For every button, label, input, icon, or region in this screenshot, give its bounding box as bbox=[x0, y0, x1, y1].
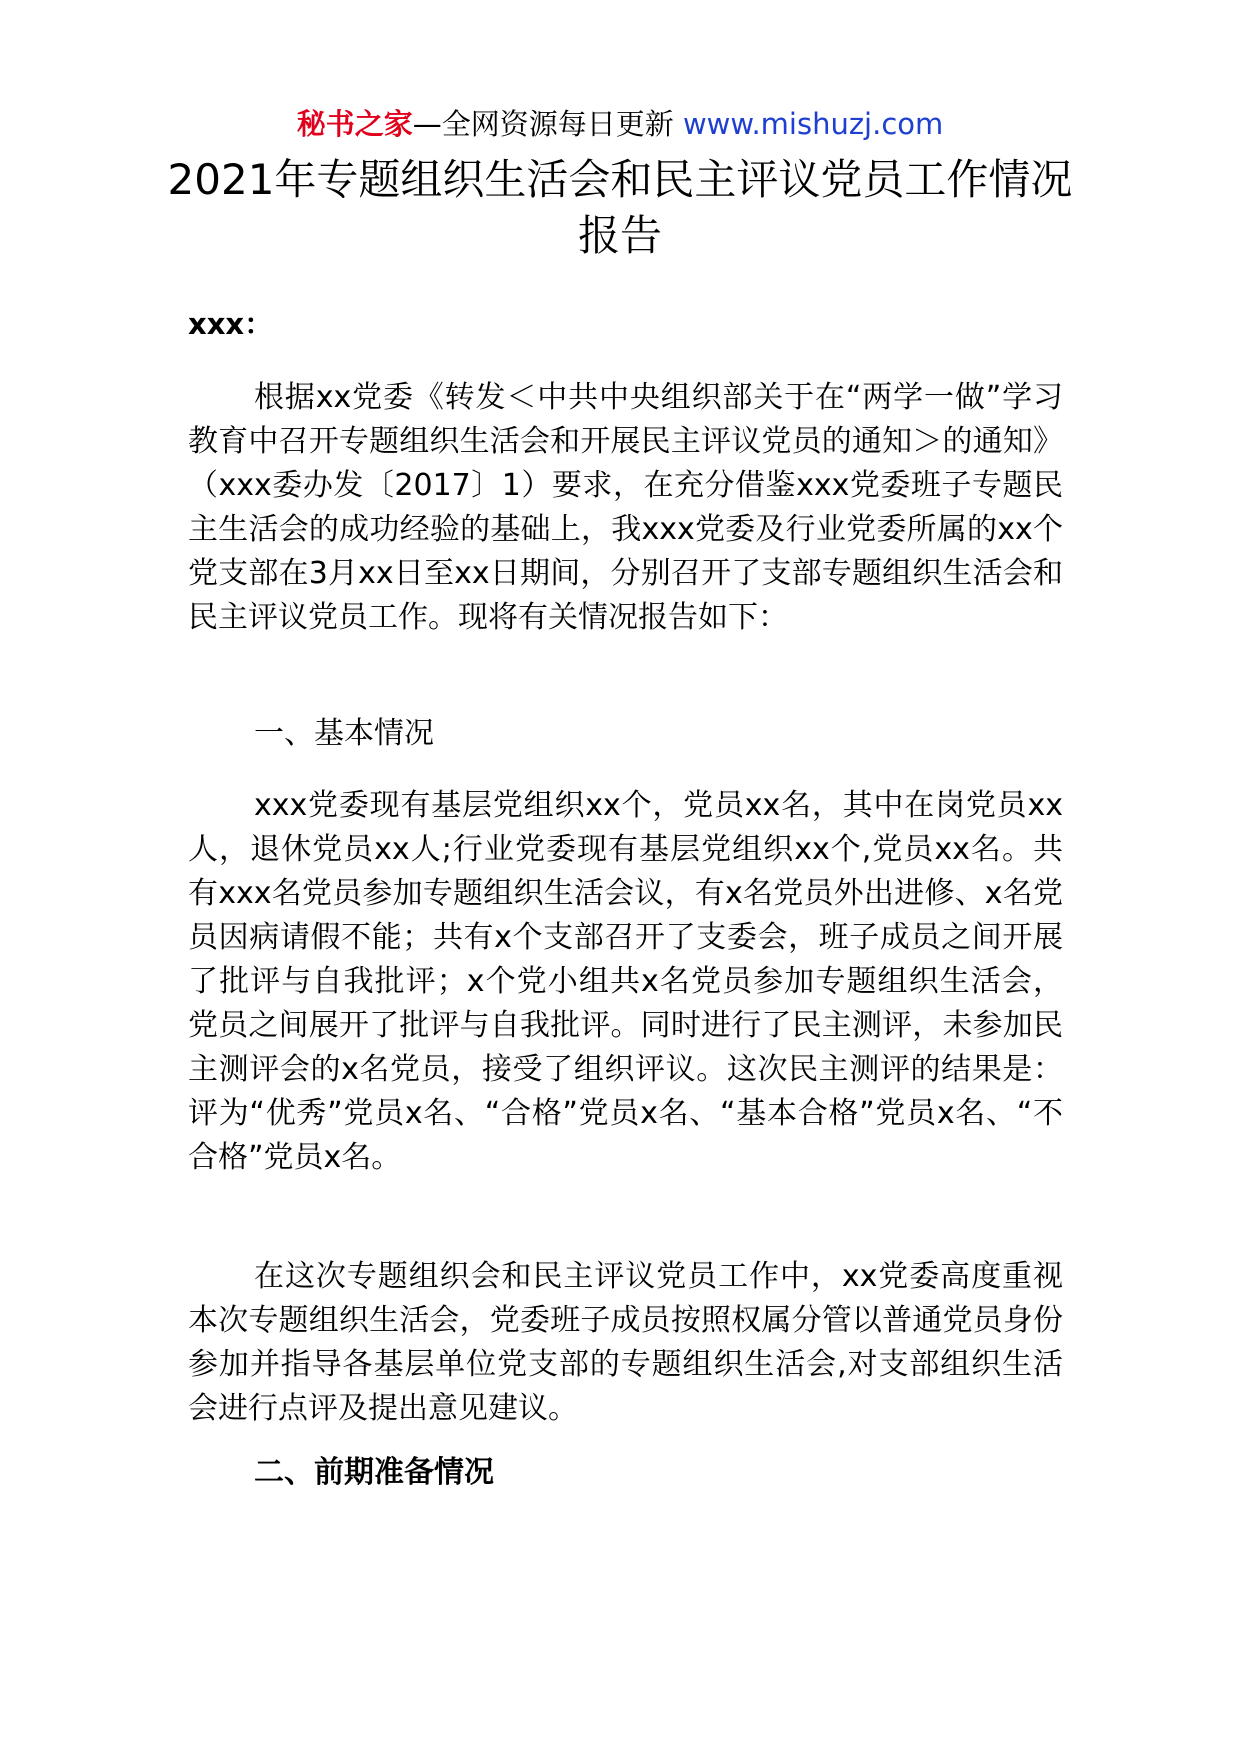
paragraph-basic-situation: xxx党委现有基层党组织xx个，党员xx名，其中在岗党员xx人，退休党员xx人;行业党委现有基层党组织xx个,党员xx名。共有xxx名党员参加专题组织生活会议，有x名党员外出进修、x名党员因病请假不能；共有x个支部召开了支委会，班子成员之间开展了批评与自我批评；x个党小组共x名党员参加专题组织生活会，党员之间展开了批评与自我批评。同时进行了民主测评，未参加民主测评会的x名党员，接受了组织评议。这次民主测评的结果是：评为“优秀”党员x名、“合格”党员x名、“基本合格”党员x名、“不合格”党员x名。 bbox=[188, 788, 1063, 1175]
document-title: 2021年专题组织生活会和民主评议党员工作情况报告 bbox=[167, 155, 1073, 260]
paragraph-intro: 根据xx党委《转发＜中共中央组织部关于在“两学一做”学习教育中召开专题组织生活会和开展民主评议党员的通知＞的通知》（xxx委办发〔2017〕1）要求，在充分借鉴xxx党委班子专题民主生活会的成功经验的基础上，我xxx党委及行业党委所属的xx个党支部在3月xx日至xx日期间，分别召开了支部专题组织生活会和民主评议党员工作。现将有关情况报告如下： bbox=[188, 380, 1063, 635]
site-link[interactable]: www.mishuzj.com bbox=[682, 107, 944, 141]
site-header bbox=[0, 104, 1240, 144]
brand-name: 秘书之家 bbox=[296, 107, 413, 141]
header-slogan: —全网资源每日更新 bbox=[412, 107, 683, 141]
paragraph-party-committee: 在这次专题组织会和民主评议党员工作中，xx党委高度重视本次专题组织生活会，党委班子成员按照权属分管以普通党员身份参加并指导各基层单位党支部的专题组织生活会,对支部组织生活会进行点评及提出意见建议。 bbox=[188, 1259, 1063, 1426]
section-heading-1: 一、基本情况 bbox=[254, 716, 434, 751]
salutation: xxx： bbox=[188, 307, 274, 341]
section-heading-2: 二、前期准备情况 bbox=[254, 1455, 494, 1490]
